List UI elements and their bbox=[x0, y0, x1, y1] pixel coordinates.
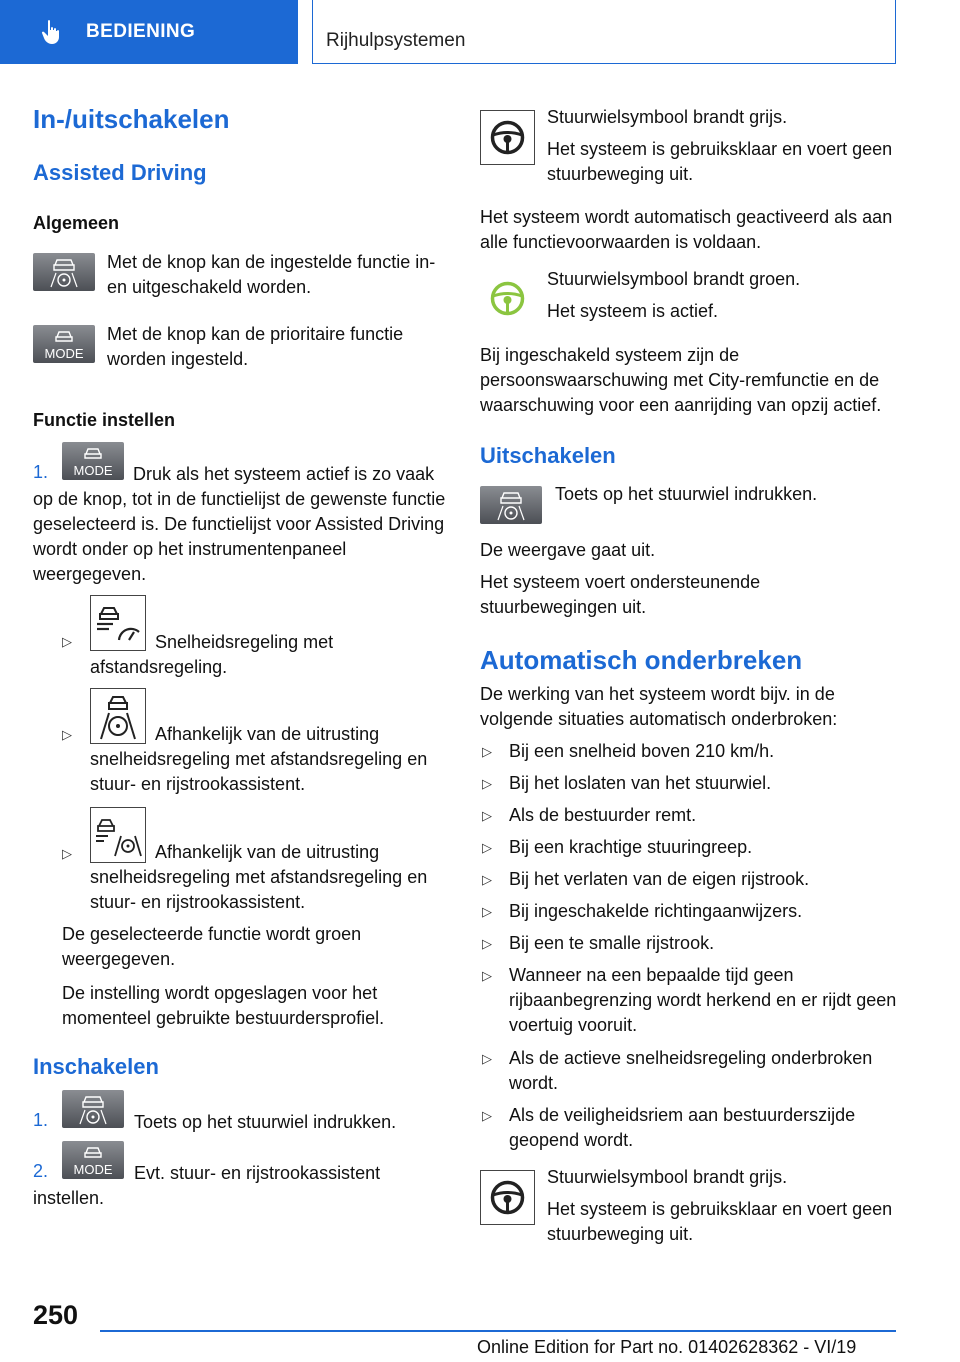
steering-wheel-green-icon bbox=[480, 271, 535, 326]
auto-active-text: Het systeem wordt automatisch geactiveerd als aan alle functievoorwaarden is voldaan. bbox=[480, 207, 893, 252]
step-1-text: Druk als het systeem actief is zo vaak op de knop, tot in de functielijst de gewenste functie geselecteerd is. De functielijst voor Assisted Driving wordt onder op het instrumentenpaneel weergegeven. bbox=[33, 464, 446, 584]
bullet-triangle: ▷ bbox=[482, 936, 492, 951]
grey-status-1a: Stuurwielsymbool brandt grijs. bbox=[547, 107, 788, 127]
auto-item: Als de actieve snelheidsregeling onderbroken wordt. bbox=[509, 1048, 873, 1093]
assist-button-icon bbox=[62, 1090, 124, 1128]
section-subtitle: Assisted Driving bbox=[33, 160, 207, 185]
mode-button-icon bbox=[33, 325, 95, 363]
auto-item: Bij het loslaten van het stuurwiel. bbox=[509, 773, 772, 793]
off-heading: Uitschakelen bbox=[480, 443, 616, 468]
grey-status-1b: Het systeem is gebruiksklaar en voert geen stuurbeweging uit. bbox=[547, 139, 893, 184]
auto-item: Bij een te smalle rijstrook. bbox=[509, 933, 715, 953]
auto-item: Als de veiligheidsriem aan bestuurderszijde geopend wordt. bbox=[509, 1105, 856, 1150]
off-text-2: Het systeem voert ondersteunende stuurbewegingen uit. bbox=[480, 572, 761, 617]
bullet-triangle: ▷ bbox=[482, 840, 492, 855]
assist-button-icon bbox=[33, 253, 95, 291]
chapter-tab bbox=[312, 0, 896, 64]
hand-pointer-icon bbox=[40, 19, 64, 45]
function-heading: Functie instellen bbox=[33, 410, 176, 430]
auto-item: Bij een krachtige stuuringreep. bbox=[509, 837, 753, 857]
off-text: Toets op het stuurwiel indrukken. bbox=[555, 484, 818, 504]
mode-label: MODE bbox=[73, 463, 113, 478]
steering-wheel-grey-icon bbox=[480, 110, 535, 165]
mode-label: MODE bbox=[73, 1162, 113, 1177]
bullet-triangle: ▷ bbox=[482, 904, 492, 919]
bullet-triangle: ▷ bbox=[62, 634, 72, 649]
bullet-text: Afhankelijk van de uitrusting snelheidsregeling met afstandsregeling en stuur- en rijstrookassistent. bbox=[90, 842, 428, 912]
page-number: 250 bbox=[33, 1300, 79, 1330]
bullet-text: Afhankelijk van de uitrusting snelheidsregeling met afstandsregeling en stuur- en rijstrookassistent. bbox=[90, 724, 428, 794]
assist-button-icon bbox=[480, 486, 542, 524]
off-text-1: De weergave gaat uit. bbox=[480, 540, 656, 560]
mode-label: MODE bbox=[44, 346, 84, 361]
bullet-text: Snelheidsregeling met afstandsregeling. bbox=[90, 632, 334, 677]
general-text-2: Met de knop kan de prioritaire functie worden ingesteld. bbox=[107, 324, 404, 369]
bullet-triangle: ▷ bbox=[482, 1051, 492, 1066]
on-step-1-text: Toets op het stuurwiel indrukken. bbox=[134, 1112, 397, 1132]
auto-item: Als de bestuurder remt. bbox=[509, 805, 697, 825]
section-title: BEDIENING bbox=[86, 21, 196, 42]
section-tab bbox=[0, 0, 298, 64]
grey-status-2a: Stuurwielsymbool brandt grijs. bbox=[547, 1167, 788, 1187]
bullet-triangle: ▷ bbox=[482, 744, 492, 759]
green-status-a: Stuurwielsymbool brandt groen. bbox=[547, 269, 801, 289]
auto-item: Bij ingeschakelde richtingaanwijzers. bbox=[509, 901, 803, 921]
footer-divider bbox=[100, 1330, 896, 1332]
chapter-title: Rijhulpsystemen bbox=[326, 30, 466, 51]
grey-status-2b: Het systeem is gebruiksklaar en voert geen stuurbeweging uit. bbox=[547, 1199, 893, 1244]
auto-interrupt-heading: Automatisch onderbreken bbox=[480, 645, 803, 675]
edition-text: Online Edition for Part no. 01402628362 - VI/19 bbox=[477, 1337, 857, 1357]
steering-wheel-grey-icon bbox=[480, 1170, 535, 1225]
general-heading: Algemeen bbox=[33, 213, 120, 233]
step-number: 1. bbox=[33, 462, 49, 482]
general-text-1: Met de knop kan de ingestelde functie in- en uitgeschakeld worden. bbox=[107, 252, 436, 297]
bullet-triangle: ▷ bbox=[62, 727, 72, 742]
on-heading: Inschakelen bbox=[33, 1054, 159, 1079]
after-text-2: De instelling wordt opgeslagen voor het momenteel gebruikte bestuurdersprofiel. bbox=[62, 983, 385, 1028]
step-number: 1. bbox=[33, 1110, 49, 1130]
bullet-triangle: ▷ bbox=[482, 968, 492, 983]
bullet-triangle: ▷ bbox=[482, 1108, 492, 1123]
bullet-triangle: ▷ bbox=[62, 846, 72, 861]
warning-text: Bij ingeschakeld systeem zijn de persoonswaarschuwing met City-remfunctie en de waarschuwing voor een aanrijding van opzij actief. bbox=[480, 345, 882, 415]
auto-intro: De werking van het systeem wordt bijv. in de volgende situaties automatisch onderbroken: bbox=[480, 684, 838, 729]
auto-item: Bij een snelheid boven 210 km/h. bbox=[509, 741, 775, 761]
bullet-triangle: ▷ bbox=[482, 808, 492, 823]
auto-item: Bij het verlaten van de eigen rijstrook. bbox=[509, 869, 810, 889]
bullet-triangle: ▷ bbox=[482, 776, 492, 791]
after-text-1: De geselecteerde functie wordt groen weergegeven. bbox=[62, 924, 362, 969]
page-title: In-/uitschakelen bbox=[33, 104, 230, 134]
green-status-b: Het systeem is actief. bbox=[547, 301, 719, 321]
auto-item: Wanneer na een bepaalde tijd geen rijbaanbegrenzing wordt herkend en er rijdt geen voertuig vooruit. bbox=[509, 965, 897, 1035]
bullet-triangle: ▷ bbox=[482, 872, 492, 887]
on-step-2-text: Evt. stuur- en rijstrookassistent instellen. bbox=[33, 1163, 381, 1208]
step-number: 2. bbox=[33, 1161, 49, 1181]
